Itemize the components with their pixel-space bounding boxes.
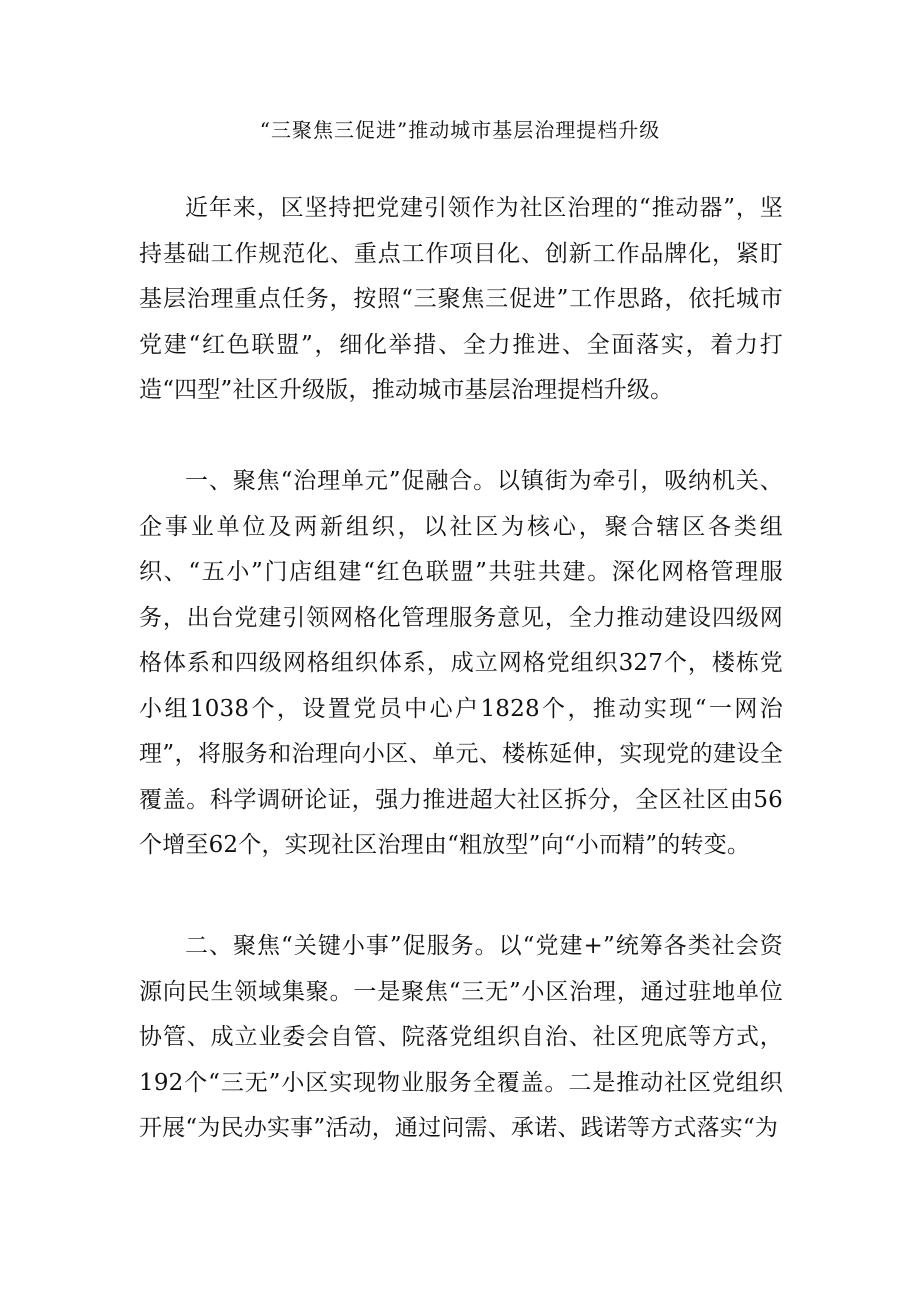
- paragraph-section-two: 二、聚焦“关键小事”促服务。以“党建+”统筹各类社会资源向民生领域集聚。一是聚焦“三无”小区治理，通过驻地单位协管、成立业委会自管、院落党组织自治、社区兜底等方式，192个“三无”小区实现物业服务全覆盖。二是推动社区党组织开展“为民办实事”活动，通过问需、承诺、践诺等方式落实“为: [139, 933, 783, 1141]
- paragraph-intro: 近年来，区坚持把党建引领作为社区治理的“推动器”，坚持基础工作规范化、重点工作项目化、创新工作品牌化，紧盯基层治理重点任务，按照“三聚焦三促进”工作思路，依托城市党建“红色联盟”，细化举措、全力推进、全面落实，着力打造“四型”社区升级版，推动城市基层治理提档升级。: [139, 195, 783, 403]
- paragraph-section-one: 一、聚焦“治理单元”促融合。以镇街为牵引，吸纳机关、企事业单位及两新组织，以社区为核心，聚合辖区各类组织、“五小”门店组建“红色联盟”共驻共建。深化网格管理服务，出台党建引领网格化管理服务意见，全力推动建设四级网格体系和四级网格组织体系，成立网格党组织327个，楼栋党小组1038个，设置党员中心户1828个，推动实现“一网治理”，将服务和治理向小区、单元、楼栋延伸，实现党的建设全覆盖。科学调研论证，强力推进超大社区拆分，全区社区由56个增至62个，实现社区治理由“粗放型”向“小而精”的转变。: [139, 468, 783, 858]
- document-title: “三聚焦三促进”推动城市基层治理提档升级: [259, 118, 661, 142]
